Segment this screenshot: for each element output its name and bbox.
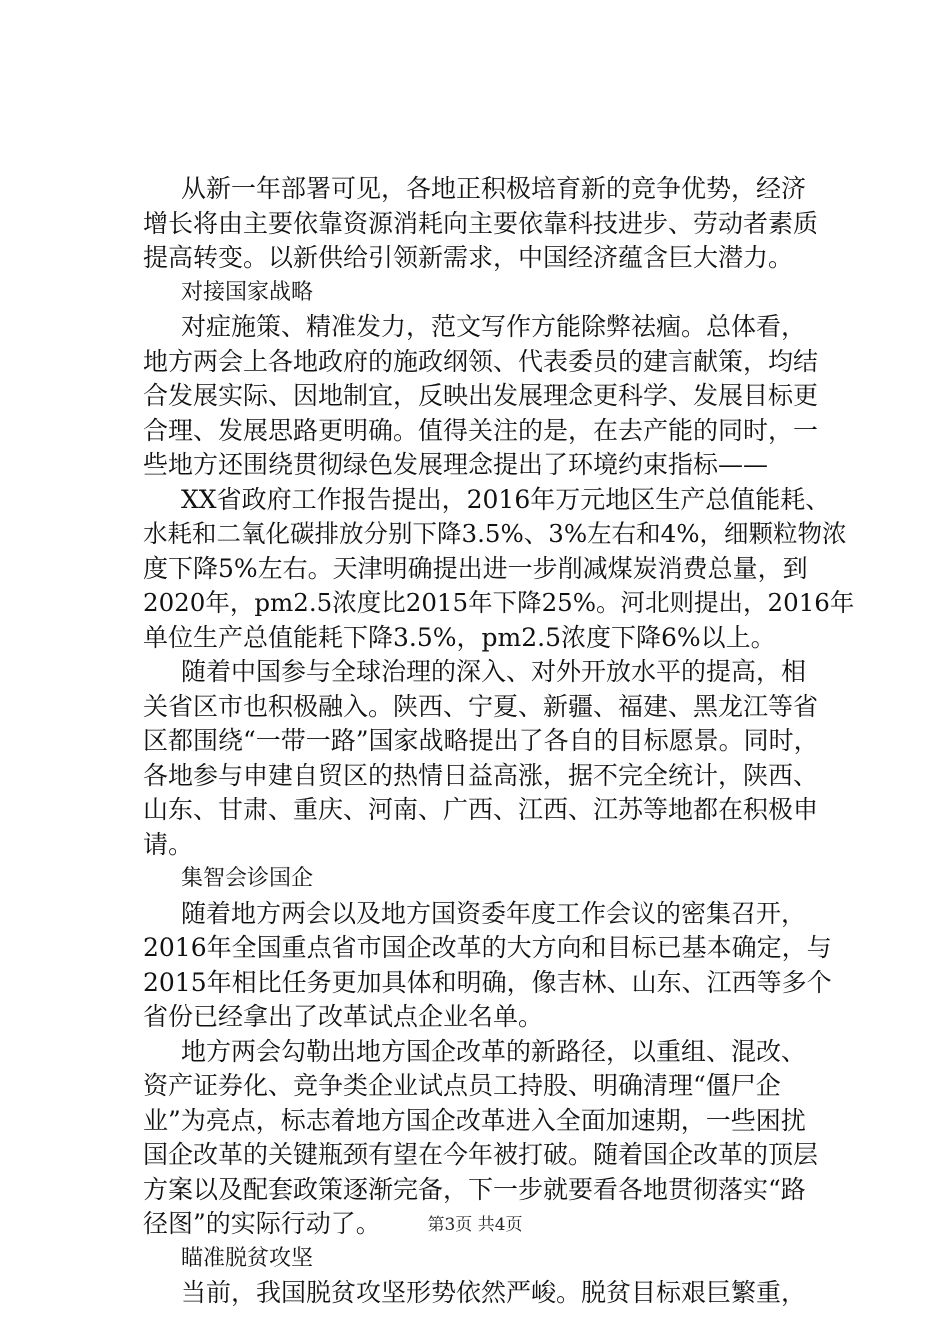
paragraph-line: 些地方还围绕贯彻绿色发展理念提出了环境约束指标—— bbox=[143, 450, 769, 479]
paragraph-line: 提高转变。以新供给引领新需求，中国经济蕴含巨大潜力。 bbox=[143, 243, 794, 272]
paragraph-line: 山东、甘肃、重庆、河南、广西、江西、江苏等地都在积极申 bbox=[143, 795, 819, 824]
paragraph-line: 区都围绕“一带一路”国家战略提出了各自的目标愿景。同时， bbox=[143, 726, 819, 755]
paragraph-line: 业”为亮点，标志着地方国企改革进入全面加速期，一些困扰 bbox=[143, 1105, 806, 1135]
paragraph-line: 径图”的实际行动了。 bbox=[143, 1209, 381, 1238]
paragraph-line: 关省区市也积极融入。陕西、宁夏、新疆、福建、黑龙江等省 bbox=[143, 691, 819, 721]
paragraph-line: 当前，我国脱贫攻坚形势依然严峻。脱贫目标艰巨繁重， bbox=[181, 1278, 807, 1307]
section-heading: 对接国家战略 bbox=[181, 279, 314, 305]
paragraph-line: 2020年，pm2.5浓度比2015年下降25%。河北则提出，2016年 bbox=[143, 588, 855, 617]
paragraph-line: 地方两会上各地政府的施政纲领、代表委员的建言献策，均结 bbox=[143, 346, 819, 376]
paragraph-line: 各地参与申建自贸区的热情日益高涨，据不完全统计，陕西、 bbox=[143, 760, 819, 790]
paragraph-line: 单位生产总值能耗下降3.5%，pm2.5浓度下降6%以上。 bbox=[143, 622, 776, 652]
section-heading: 瞄准脱贫攻坚 bbox=[181, 1245, 314, 1271]
paragraph-line: 合理、发展思路更明确。值得关注的是，在去产能的同时，一 bbox=[143, 415, 819, 445]
paragraph-line: 资产证券化、竞争类企业试点员工持股、明确清理“僵尸企 bbox=[143, 1071, 781, 1100]
paragraph-line: 合发展实际、因地制宜，反映出发展理念更科学、发展目标更 bbox=[143, 381, 819, 410]
paragraph-line: 对症施策、精准发力，范文写作方能除弊祛痼。总体看， bbox=[181, 312, 807, 341]
page-number-footer: 第3页 共4页 bbox=[427, 1215, 523, 1235]
paragraph-line: 方案以及配套政策逐渐完备，下一步就要看各地贯彻落实“路 bbox=[143, 1174, 806, 1204]
paragraph-line: 随着地方两会以及地方国资委年度工作会议的密集召开， bbox=[181, 898, 807, 928]
paragraph-line: 国企改革的关键瓶颈有望在今年被打破。随着国企改革的顶层 bbox=[143, 1140, 819, 1169]
section-heading: 集智会诊国企 bbox=[181, 866, 314, 891]
paragraph-line: XX省政府工作报告提出，2016年万元地区生产总值能耗、 bbox=[181, 484, 831, 514]
paragraph-line: 随着中国参与全球治理的深入、对外开放水平的提高，相 bbox=[181, 657, 807, 686]
paragraph-line: 地方两会勾勒出地方国企改革的新路径，以重组、混改、 bbox=[181, 1036, 807, 1066]
paragraph-line: 度下降5%左右。天津明确提出进一步削减煤炭消费总量，到 bbox=[143, 553, 808, 583]
paragraph-line: 省份已经拿出了改革试点企业名单。 bbox=[143, 1002, 544, 1031]
paragraph-line: 请。 bbox=[143, 829, 194, 859]
document-body bbox=[143, 172, 855, 1311]
paragraph-line: 水耗和二氧化碳排放分别下降3.5%、3%左右和4%，细颗粒物浓 bbox=[143, 519, 847, 548]
paragraph-line: 2015年相比任务更加具体和明确，像吉林、山东、江西等多个 bbox=[143, 967, 832, 997]
paragraph-line: 增长将由主要依靠资源消耗向主要依靠科技进步、劳动者素质 bbox=[143, 208, 819, 238]
paragraph-line: 2016年全国重点省市国企改革的大方向和目标已基本确定，与 bbox=[143, 933, 832, 962]
paragraph-line: 从新一年部署可见，各地正积极培育新的竞争优势，经济 bbox=[181, 174, 807, 203]
